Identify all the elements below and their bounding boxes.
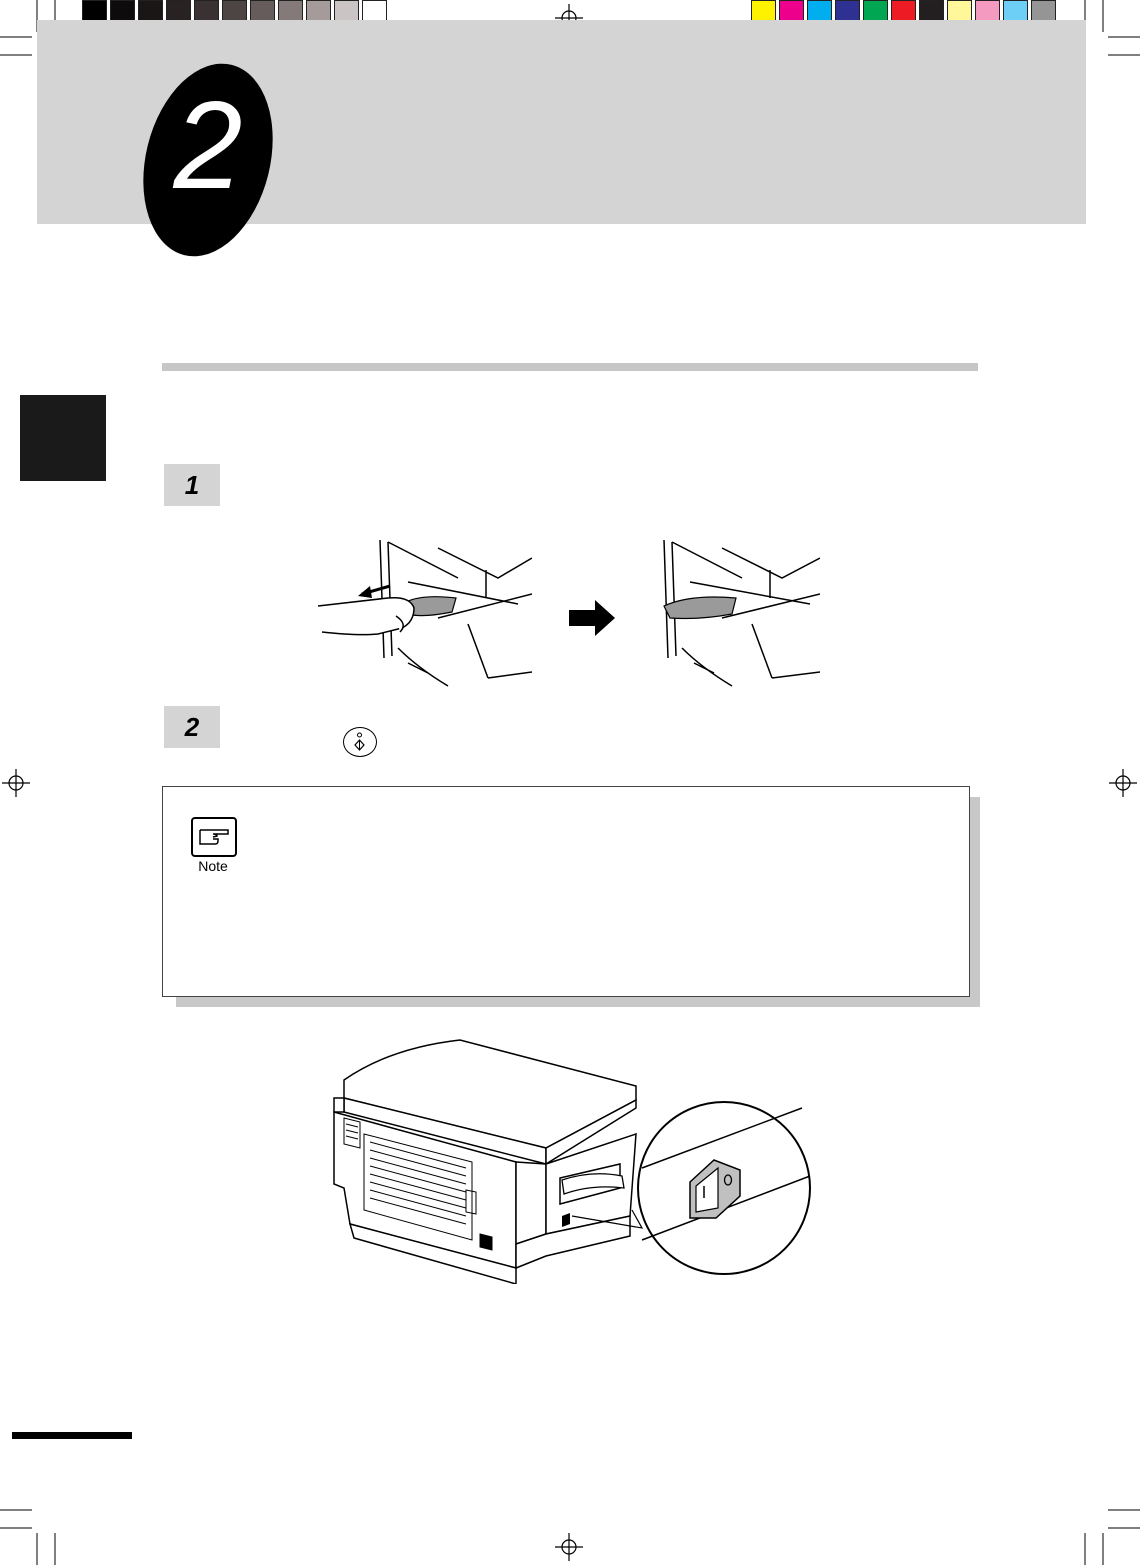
registration-mark-bottom (555, 1533, 583, 1561)
right-arrow-icon (569, 600, 615, 636)
note-label: Note (198, 858, 228, 874)
registration-mark-left (2, 769, 30, 797)
pointing-hand-icon (191, 817, 237, 857)
output-tray-extension-illustration (318, 538, 532, 688)
chapter-side-tab (20, 395, 106, 481)
output-tray-extended-illustration (660, 538, 820, 688)
chapter-number-badge (128, 60, 288, 260)
footer-page-bar (12, 1432, 132, 1439)
note-box (162, 786, 970, 997)
chapter-number: 2 (173, 77, 243, 215)
registration-mark-right (1109, 769, 1137, 797)
copier-power-switch-illustration (330, 1038, 812, 1284)
step-number-2: 2 (164, 706, 220, 748)
start-key-icon (343, 727, 377, 757)
section-rule (162, 363, 978, 371)
step-number-1: 1 (164, 464, 220, 506)
